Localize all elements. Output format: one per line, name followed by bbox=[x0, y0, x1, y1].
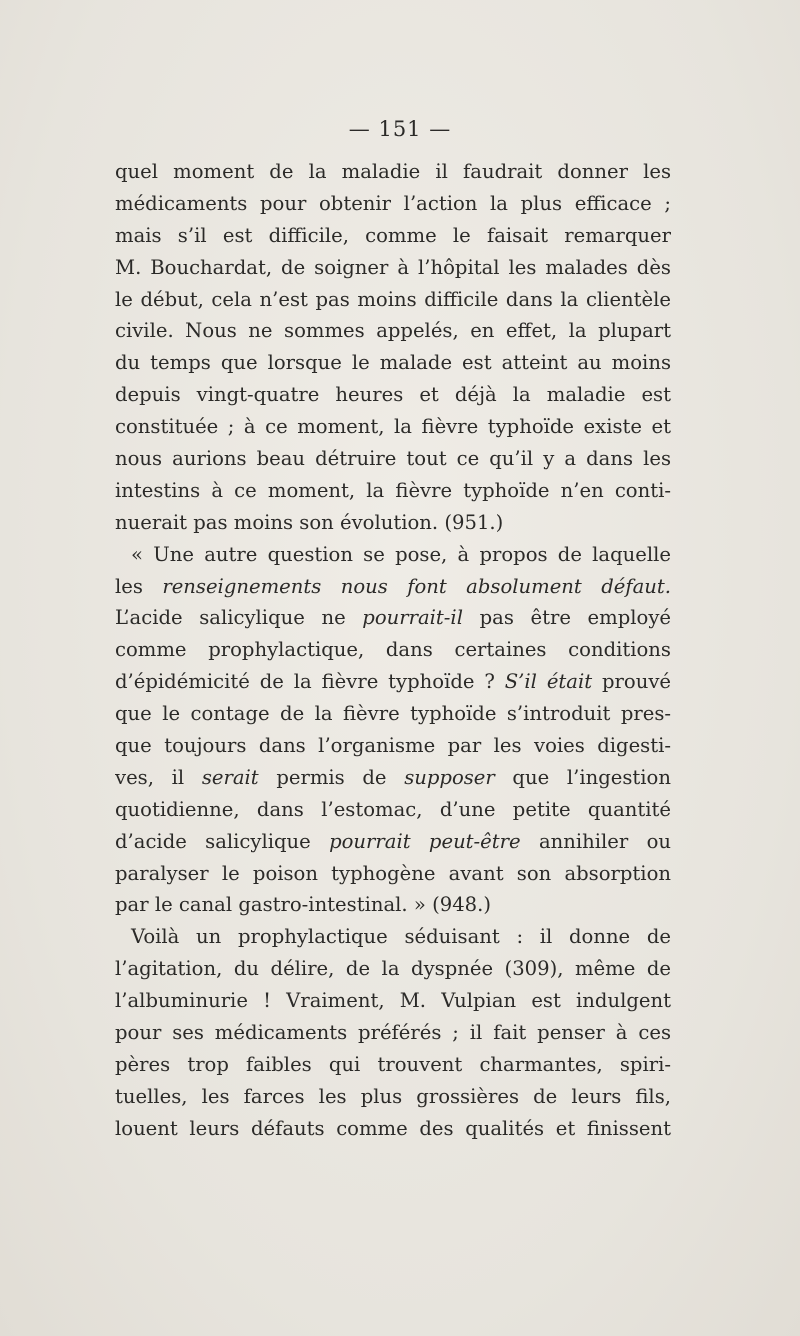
text-line bbox=[115, 602, 671, 634]
text-line bbox=[115, 507, 671, 539]
text-line bbox=[115, 921, 671, 953]
text-segment: annihiler ou bbox=[520, 829, 671, 853]
text-segment: médicaments pour obtenir l’action la plus efficace ; bbox=[115, 191, 671, 215]
text-segment: L’acide salicylique ne bbox=[115, 606, 363, 630]
text-segment: civile. Nous ne sommes appelés, en effet, la plupart bbox=[115, 319, 671, 343]
text-line bbox=[115, 379, 671, 411]
page-number: — 151 — bbox=[348, 117, 452, 141]
text-line bbox=[115, 1017, 671, 1049]
text-line bbox=[115, 411, 671, 443]
text-line bbox=[115, 666, 671, 698]
text-line bbox=[115, 698, 671, 730]
text-line bbox=[115, 156, 671, 188]
italic-text: pourrait peut-être bbox=[329, 829, 521, 853]
text-segment: que le contage de la fièvre typhoïde s’introduit pres- bbox=[115, 702, 671, 726]
text-line bbox=[115, 730, 671, 762]
text-segment: l’albuminurie ! Vraiment, M. Vulpian est indulgent bbox=[115, 989, 671, 1013]
text-segment: pères trop faibles qui trouvent charmantes, spiri- bbox=[115, 1052, 671, 1076]
text-segment: intestins à ce moment, la fièvre typhoïde n’en conti- bbox=[115, 478, 671, 502]
italic-text: S’il était bbox=[504, 670, 593, 694]
italic-text: renseignements nous font absolument défaut. bbox=[162, 574, 671, 598]
text-line bbox=[115, 443, 671, 475]
text-segment: d’épidémicité de la fièvre typhoïde ? bbox=[115, 670, 505, 694]
text-segment: permis de bbox=[258, 765, 405, 789]
text-line bbox=[115, 762, 671, 794]
text-line bbox=[115, 220, 671, 252]
text-segment: pas être employé bbox=[462, 606, 671, 630]
text-line bbox=[115, 315, 671, 347]
text-segment: quotidienne, dans l’estomac, d’une petite quantité bbox=[115, 797, 671, 821]
text-line bbox=[115, 634, 671, 666]
italic-text: pourrait-il bbox=[362, 606, 463, 630]
text-segment: ves, il bbox=[115, 765, 202, 789]
text-segment: paralyser le poison typhogène avant son absorption bbox=[115, 861, 671, 885]
text-segment: par le canal gastro-intestinal. » (948.) bbox=[115, 893, 492, 917]
text-segment: comme prophylactique, dans certaines conditions bbox=[115, 638, 671, 662]
text-segment: les bbox=[115, 574, 163, 598]
text-line bbox=[115, 826, 671, 858]
text-line bbox=[115, 252, 671, 284]
text-segment: nous aurions beau détruire tout ce qu’il y a dans les bbox=[115, 447, 671, 471]
text-line bbox=[115, 347, 671, 379]
text-segment: quel moment de la maladie il faudrait donner les bbox=[115, 160, 671, 183]
text-segment: M. Bouchardat, de soigner à l’hôpital les malades dès bbox=[115, 255, 671, 279]
text-line bbox=[115, 953, 671, 985]
italic-text: supposer bbox=[404, 765, 495, 789]
text-segment: que toujours dans l’organisme par les voies digesti- bbox=[115, 734, 671, 758]
text-segment: l’agitation, du délire, de la dyspnée (309), même de bbox=[115, 957, 671, 981]
text-line bbox=[115, 539, 671, 571]
text-segment: tuelles, les farces les plus grossières de leurs fils, bbox=[115, 1084, 671, 1108]
text-segment: « Une autre question se pose, à propos de laquelle bbox=[131, 542, 671, 566]
text-segment: constituée ; à ce moment, la fièvre typhoïde existe et bbox=[115, 415, 671, 439]
text-segment: louent leurs défauts comme des qualités et finissent bbox=[115, 1116, 671, 1140]
text-segment: Voilà un prophylactique séduisant : il donne de bbox=[131, 925, 671, 949]
text-segment: mais s’il est difficile, comme le faisait remarquer bbox=[115, 223, 671, 247]
text-segment: nuerait pas moins son évolution. (951.) bbox=[115, 510, 504, 534]
text-segment: pour ses médicaments préférés ; il fait penser à ces bbox=[115, 1021, 671, 1045]
text-line bbox=[115, 188, 671, 220]
text-line bbox=[115, 889, 671, 921]
text-line bbox=[115, 284, 671, 316]
text-segment: le début, cela n’est pas moins difficile dans la clientèle bbox=[115, 287, 671, 311]
text-line bbox=[115, 1049, 671, 1081]
text-line bbox=[115, 858, 671, 890]
text-line bbox=[115, 475, 671, 507]
text-segment: que l’ingestion bbox=[494, 765, 671, 789]
text-line bbox=[115, 1113, 671, 1145]
text-line bbox=[115, 794, 671, 826]
text-segment: du temps que lorsque le malade est atteint au moins bbox=[115, 351, 671, 375]
text-segment: prouvé bbox=[592, 670, 671, 694]
text-segment: d’acide salicylique bbox=[115, 829, 330, 853]
text-line bbox=[115, 1081, 671, 1113]
italic-text: serait bbox=[201, 765, 259, 789]
body-text bbox=[115, 156, 671, 1145]
text-line bbox=[115, 985, 671, 1017]
text-segment: depuis vingt-quatre heures et déjà la maladie est bbox=[115, 383, 671, 407]
text-line bbox=[115, 571, 671, 603]
